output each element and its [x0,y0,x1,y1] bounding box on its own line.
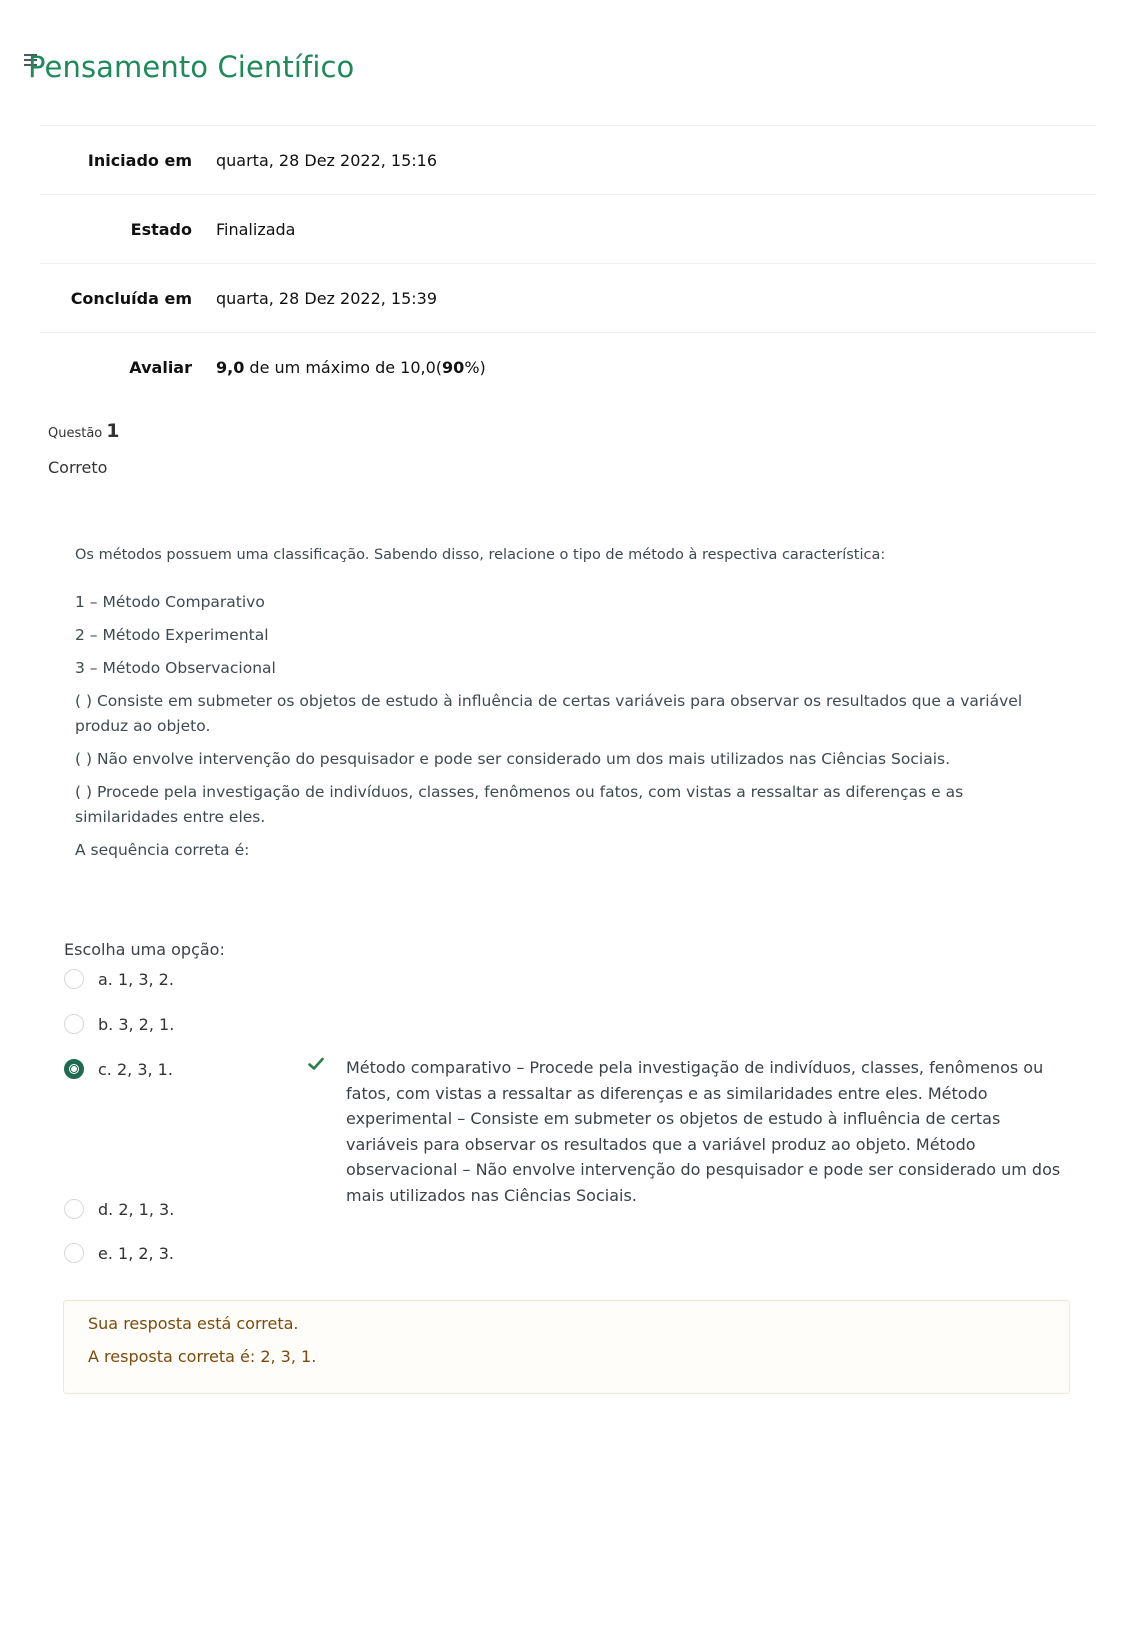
option-label: e. 1, 2, 3. [98,1244,174,1263]
grade-score: 9,0 [216,357,245,377]
summary-label: Concluída em [70,288,192,308]
radio-button[interactable] [64,1199,84,1219]
grade-middle: de um máximo de 10,0( [244,357,443,377]
question-line: 1 – Método Comparativo [75,593,265,611]
outcome-right-answer: A resposta correta é: 2, 3, 1. [88,1347,317,1366]
grade-suffix: %) [464,357,486,377]
radio-button-checked[interactable] [64,1059,84,1079]
feedback-text: Método comparativo – Procede pela investigação de indivíduos, classes, fenômenos ou fatos, com vistas a ressaltar as diferenças e as similaridades entre eles. Método experimental – Consiste em submeter os objetos de estudo à influência de certas variáveis para observar os resultados que a variável produz ao objeto. Método observacional – Não envolve intervenção do pesquisador e pode ser considerado um dos mais utilizados nas Ciências Sociais. [346,1058,1061,1205]
question-no: 1 [106,420,120,442]
question-label: Questão [48,426,103,441]
grade-percent: 90 [442,357,465,377]
summary-row-started [40,125,1096,194]
summary-label: Avaliar [129,357,192,377]
summary-row-grade [40,332,1096,401]
option-label: d. 2, 1, 3. [98,1200,175,1219]
question-line: ( ) Procede pela investigação de indivíduos, classes, fenômenos ou fatos, com vistas a ressaltar as diferenças e as similaridades entre eles. [75,783,964,826]
grade-value [216,358,486,377]
summary-row-completed [40,263,1096,332]
question-number [48,420,120,442]
summary-value: quarta, 28 Dez 2022, 15:16 [216,150,438,170]
question-line: A sequência correta é: [75,841,250,859]
option-label: b. 3, 2, 1. [98,1015,175,1034]
checkmark-icon [308,1057,324,1071]
option-label: c. 2, 3, 1. [98,1060,173,1079]
summary-label: Iniciado em [87,150,192,170]
question-text [75,543,1065,871]
option-b[interactable] [64,1015,174,1034]
outcome-correct: Sua resposta está correta. [88,1314,299,1333]
radio-button[interactable] [64,1014,84,1034]
choose-option-label: Escolha uma opção: [64,940,225,959]
summary-label: Estado [130,219,192,239]
attempt-summary [40,125,1096,401]
option-label: a. 1, 3, 2. [98,970,174,989]
question-state: Correto [48,458,108,477]
summary-value: Finalizada [216,219,296,239]
summary-row-state [40,194,1096,263]
radio-button[interactable] [64,1243,84,1263]
summary-value: quarta, 28 Dez 2022, 15:39 [216,288,438,308]
option-d[interactable] [64,1200,174,1219]
question-intro: Os métodos possuem uma classificação. Sabendo disso, relacione o tipo de método à respectiva característica: [75,547,886,563]
option-a[interactable] [64,970,174,989]
option-feedback [308,1055,1068,1208]
question-line: 2 – Método Experimental [75,626,269,644]
outcome-box [63,1300,1070,1394]
question-line: ( ) Não envolve intervenção do pesquisador e pode ser considerado um dos mais utilizados nas Ciências Sociais. [75,750,951,768]
question-line: 3 – Método Observacional [75,659,276,677]
option-e[interactable] [64,1244,174,1263]
question-line: ( ) Consiste em submeter os objetos de estudo à influência de certas variáveis para observar os resultados que a variável produz ao objeto. [75,692,1023,735]
radio-button[interactable] [64,969,84,989]
option-c[interactable] [64,1060,173,1079]
page-title: Pensamento Científico [28,50,355,84]
